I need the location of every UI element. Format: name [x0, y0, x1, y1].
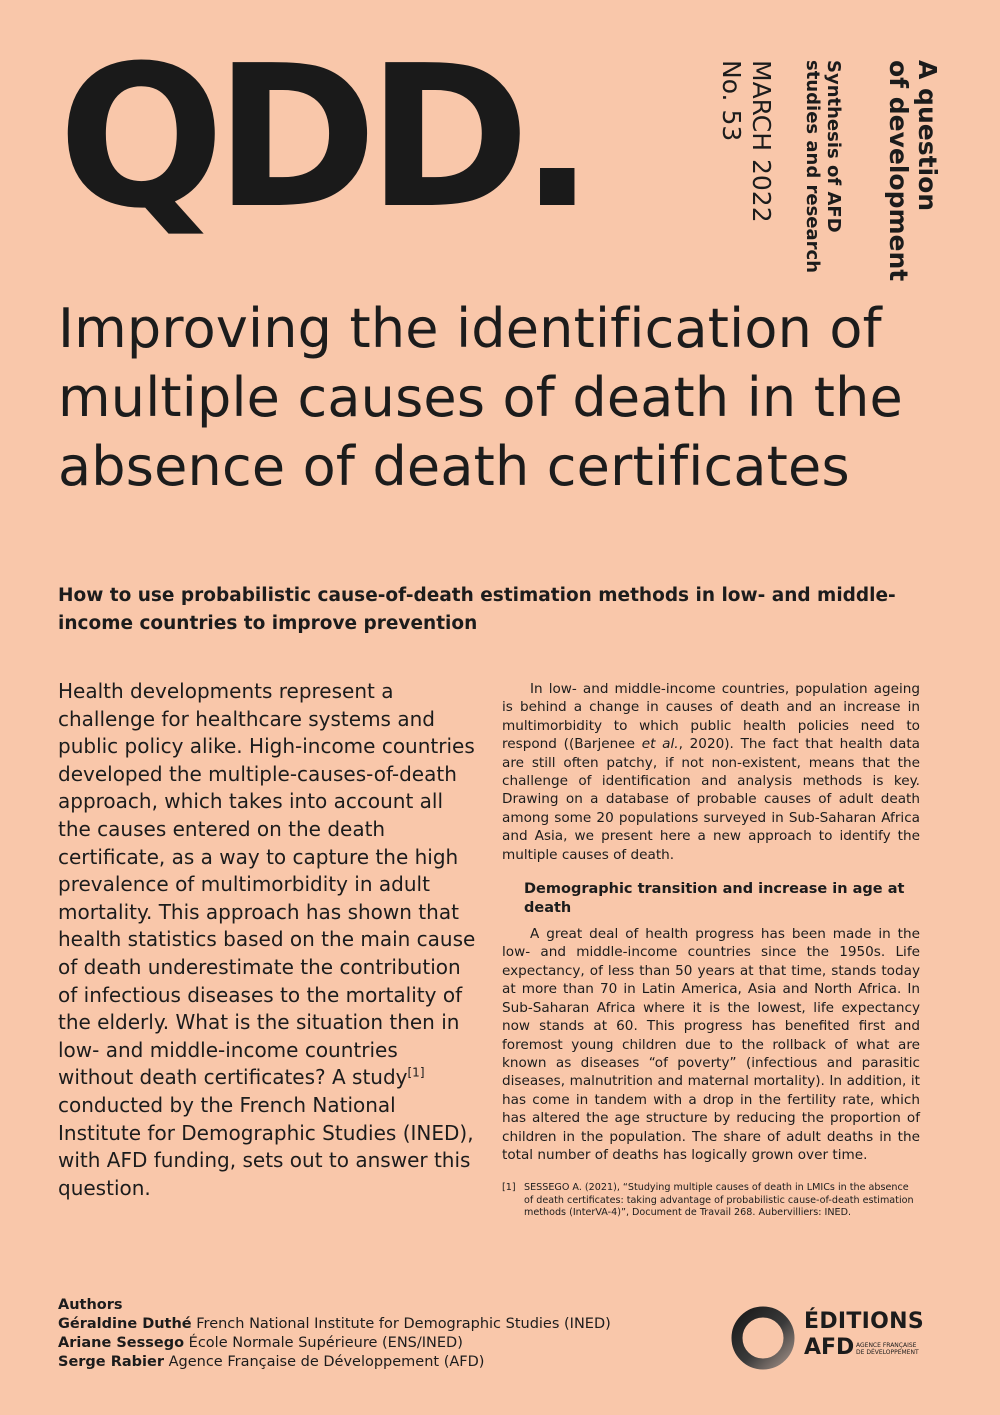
issue-info [716, 60, 776, 223]
author-line [58, 1334, 678, 1353]
tagline-line1: Synthesis of AFD [823, 60, 844, 233]
issue-date: MARCH 2022 [747, 60, 776, 223]
footnote-marker: [1] [502, 1182, 516, 1194]
author-affiliation: French National Institute for Demographic Studies (INED) [191, 1316, 611, 1332]
author-affiliation: École Normale Supérieure (ENS/INED) [184, 1335, 463, 1351]
series-title-line1: A question [913, 60, 942, 212]
body-paragraph-1-end: , 2020). The fact that health data are still often patchy, if not non-existent, means that the challenge of identification and analysis methods is key. Drawing on a database of probable causes of adult death among some 20 populations surveyed in Sub-Saharan Africa and Asia, we present here a new approach to identify the multiple causes of death. [502, 736, 920, 863]
body-column [502, 680, 920, 1220]
publisher-name-line2: AFD [804, 1335, 855, 1360]
page-subtitle: How to use probabilistic cause-of-death estimation methods in low- and middle-income countries to improve prevention [58, 585, 896, 634]
publisher-agency-line1: AGENCE FRANÇAISE [856, 1342, 917, 1349]
publisher-agency-line2: DE DÉVELOPPEMENT [856, 1349, 919, 1356]
authors-block [58, 1296, 678, 1372]
series-tagline [802, 60, 844, 273]
author-name: Géraldine Duthé [58, 1316, 192, 1332]
intro-text-before: Health developments represent a challenge for healthcare systems and public policy alike. High-income countries developed the multiple-causes-of-death approach, which takes into account all the causes entered on the death certificate, as a way to capture the high prevalence of multimorbidity in adult mortality. This approach has shown that health statistics based on the main cause of death underestimate the contribution of infectious diseases to the mortality of the elderly. What is the situation then in low- and middle-income countries without death certificates? A study [58, 679, 476, 1090]
issue-number: No. 53 [717, 60, 746, 142]
author-name: Ariane Sessego [58, 1335, 185, 1351]
author-line [58, 1353, 678, 1372]
citation-italic: et al. [641, 736, 679, 753]
publisher-name-line1: ÉDITIONS [804, 1309, 925, 1334]
series-title [884, 60, 942, 281]
authors-heading: Authors [58, 1297, 123, 1313]
body-paragraph-1-start: In low- and middle-income countries, population ageing is behind a change in causes of death and an increase in multimorbidity to which public health policies need to respond ((Barjenee [502, 681, 920, 753]
author-line [58, 1315, 678, 1334]
author-name: Serge Rabier [58, 1354, 164, 1370]
intro-text-after: conducted by the French National Institute for Demographic Studies (INED), with AFD funding, sets out to answer this question. [58, 1092, 474, 1200]
author-affiliation: Agence Française de Développement (AFD) [163, 1354, 485, 1370]
footnote-text: SESSEGO A. (2021), “Studying multiple causes of death in LMICs in the absence of death certificates: taking advantage of probabilistic cause-of-death estimation methods (InterVA-4)”, Document de Travail 268. Aubervilliers: INED. [524, 1182, 914, 1219]
editions-afd-ring-icon [728, 1303, 798, 1373]
series-title-line2: of development [884, 60, 913, 282]
qdd-logo: QDD. [58, 24, 585, 252]
publisher-agency-name [856, 1342, 936, 1356]
page-title: Improving the identification of multiple causes of death in the absence of death certificates [58, 297, 903, 498]
footnote-reference: [1] [407, 1065, 425, 1080]
body-paragraph-1 [502, 680, 920, 864]
tagline-line2: studies and research [802, 60, 823, 274]
body-paragraph-2: A great deal of health progress has been made in the low- and middle-income countries since the 1950s. Life expectancy, of less than 50 years at that time, stands today at more than 70 in Latin America, Asia and North Africa. In Sub-Saharan Africa where it is the lowest, life expectancy now stands at 60. This progress has benefited first and foremost young children due to the rollback of what are known as diseases “of poverty” (infectious and parasitic diseases, malnutrition and maternal mortality). In addition, it has come in tandem with a drop in the fertility rate, which has altered the age structure by reducing the proportion of children in the population. The share of adult deaths in the total number of deaths has logically grown over time. [502, 926, 920, 1163]
section-heading: Demographic transition and increase in age at death [524, 881, 905, 916]
intro-paragraph [58, 678, 478, 1202]
footnote [502, 1182, 920, 1220]
